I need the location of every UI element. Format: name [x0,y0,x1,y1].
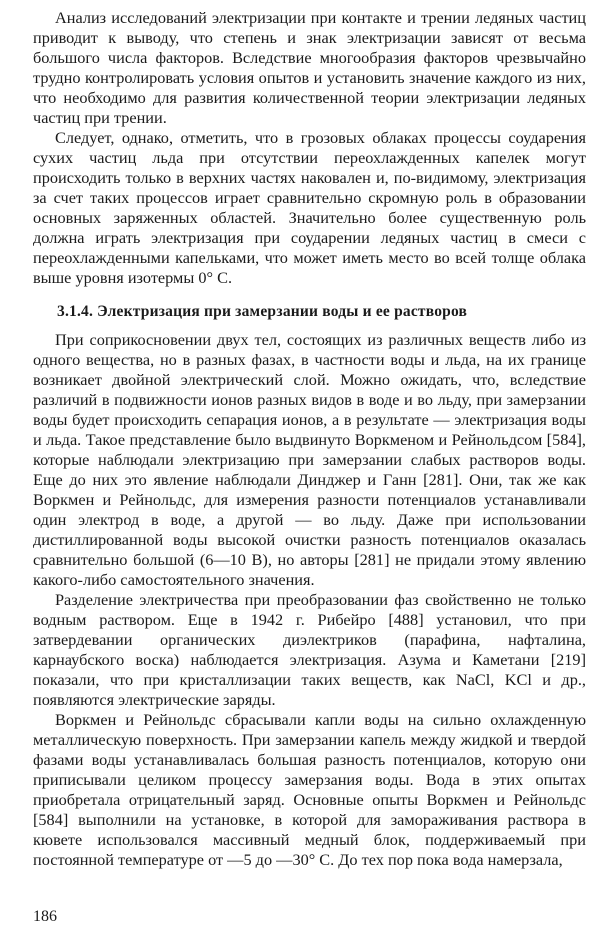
page-number: 186 [33,908,57,925]
page-body [33,8,586,870]
paragraph-thunderclouds: Следует, однако, отметить, что в грозовых облаках процессы соударения сухих частиц льда при отсутствии переохлажденных капелек могут происходить только в верхних частях наковален и, по-видимому, электризация за счет таких процессов играет сравнительно скромную роль в образовании основных заряженных областей. Значительно более существенную роль должна играть электризация при соударении ледяных частиц в смеси с переохлажденными капельками, что может иметь место во всей толще облака выше уровня изотермы 0° С. [33,128,586,287]
paragraph-contact-phases: При соприкосновении двух тел, состоящих из различных веществ либо из одного вещества, но в разных фазах, в частности воды и льда, на их границе возникает двойной электрический слой. Можно ожидать, что, вследствие различий в подвижности ионов разных видов в воде и во льду, при замерзании воды будет происходить сепарация ионов, а в результате — электризация воды и льда. Такое представление было выдвинуто Воркменом и Рейнольдсом [584], которые наблюдали электризацию при замерзании слабых растворов воды. Еще до них это явление наблюдали Динджер и Ганн [281]. Они, так же как Воркмен и Рейнольдс, для измерения разности потенциалов устанавливали один электрод в воде, а другой — во льду. Даже при использовании дистиллированной воды высокой очистки разность потенциалов оказалась сравнительно большой (6—10 В), но авторы [281] не придали этому явлению какого-либо самостоятельного значения. [33,330,586,589]
paragraph-phase-separation: Разделение электричества при преобразовании фаз свойственно не только водным раствором. Еще в 1942 г. Рибейро [488] установил, что при затвердевании органических диэлектриков (парафина, нафталина, карнаубского воска) наблюдается электризация. Азума и Каметани [219] показали, что при кристаллизации таких веществ, как NaCl, KCl и др., появляются электрические заряды. [33,590,586,709]
paragraph-analysis: Анализ исследований электризации при контакте и трении ледяных частиц приводит к выводу, что степень и знак электризации зависят от весьма большого числа факторов. Вследствие многообразия факторов чрезвычайно трудно контролировать условия опытов и установить значение каждого из них, что необходимо для развития количественной теории электризации ледяных частиц при трении. [33,8,586,127]
section-heading: 3.1.4. Электризация при замерзании воды и ее растворов [57,303,468,320]
paragraph-workman-reynolds: Воркмен и Рейнольдс сбрасывали капли воды на сильно охлажденную металлическую поверхность. При замерзании капель между жидкой и твердой фазами воды устанавливалась большая разность потенциалов, которую они приписывали целиком процессу замерзания воды. Вода в этих опытах приобретала отрицательный заряд. Основные опыты Воркмен и Рейнольдс [584] выполнили на установке, в которой для замораживания раствора в кювете использовался массивный медный блок, поддерживаемый при постоянной температуре от —5 до —30° С. До тех пор пока вода намерзала, [33,710,586,869]
